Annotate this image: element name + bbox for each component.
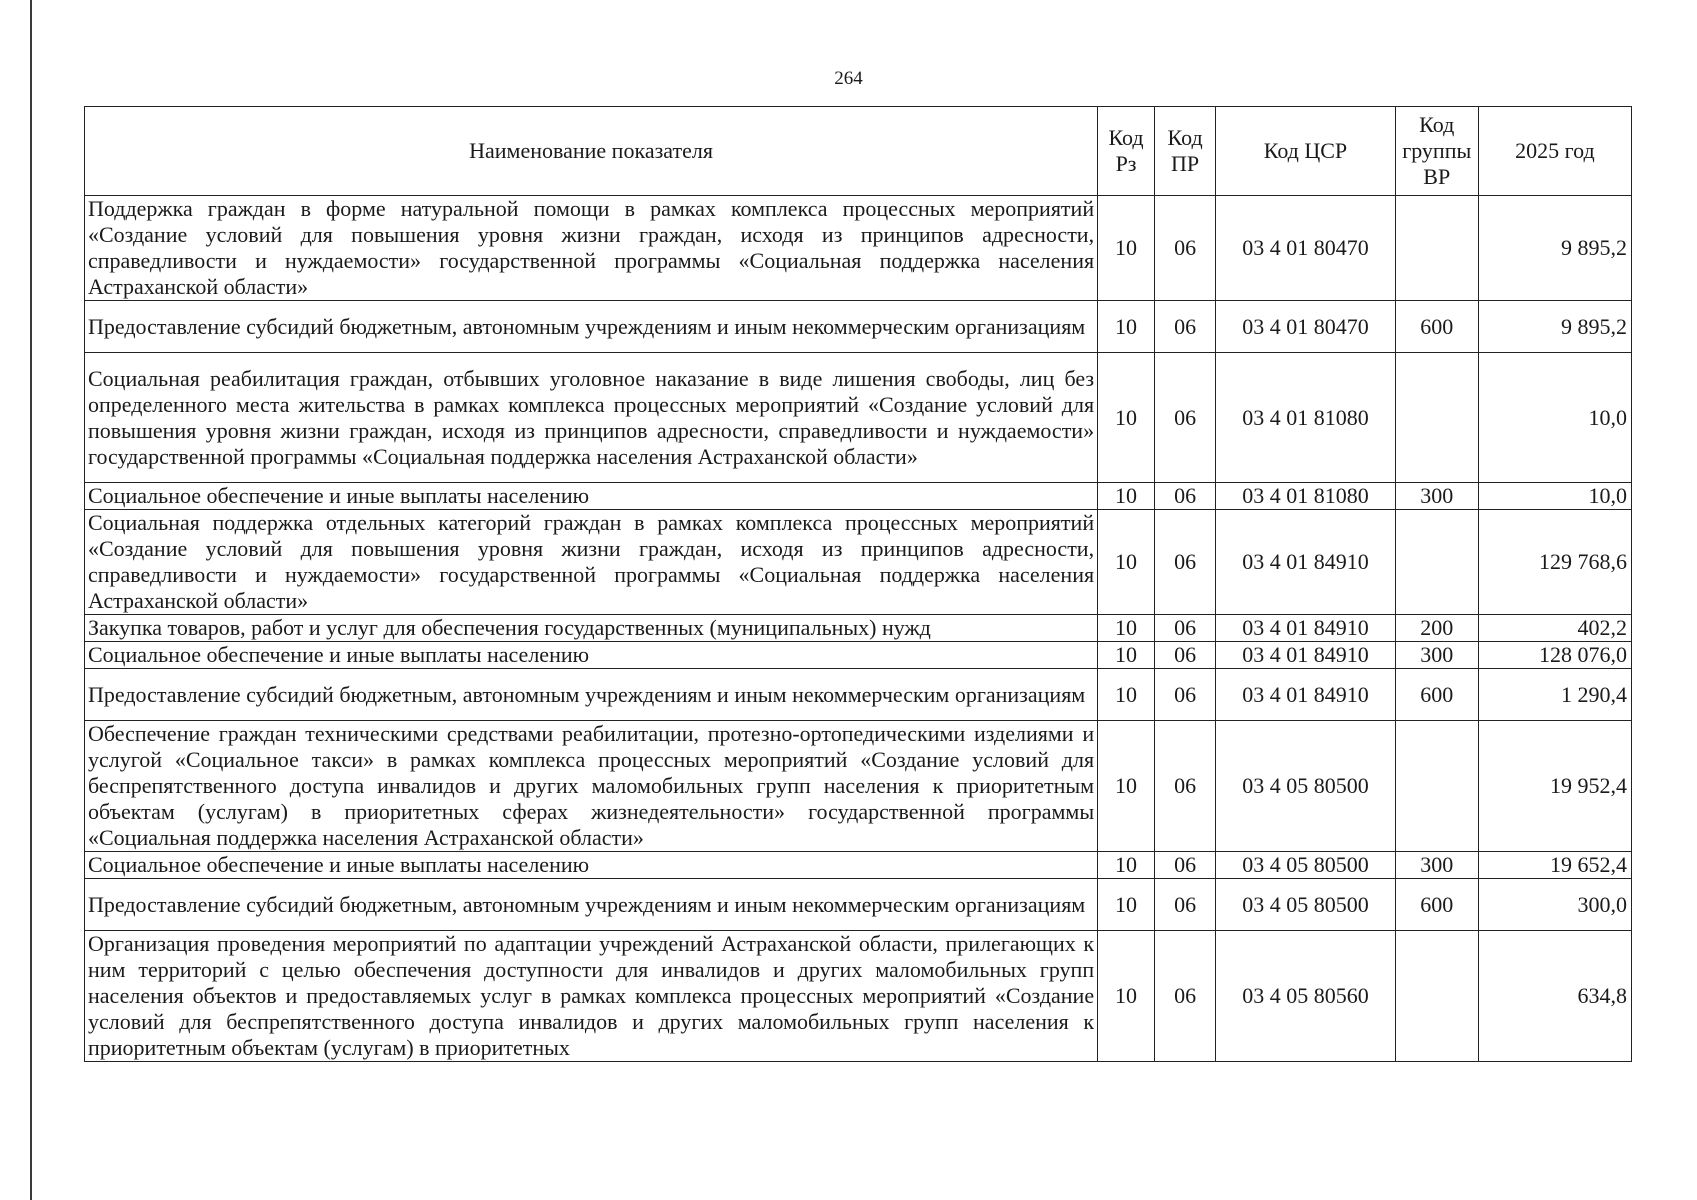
row-csr: 03 4 01 81080 — [1216, 353, 1395, 483]
row-pr: 06 — [1154, 510, 1215, 615]
row-vr: 200 — [1395, 615, 1478, 642]
row-value: 19 652,4 — [1478, 852, 1631, 879]
table-row — [85, 301, 1632, 353]
table-row — [85, 510, 1632, 615]
table-row — [85, 721, 1632, 852]
row-rz: 10 — [1098, 879, 1155, 931]
row-rz: 10 — [1098, 721, 1155, 852]
row-name: Социальное обеспечение и иные выплаты населению — [85, 483, 1098, 510]
row-value: 1 290,4 — [1478, 669, 1631, 721]
table-row — [85, 879, 1632, 931]
row-csr: 03 4 05 80500 — [1216, 879, 1395, 931]
header-csr: Код ЦСР — [1216, 107, 1395, 196]
header-name: Наименование показателя — [85, 107, 1098, 196]
row-vr — [1395, 353, 1478, 483]
row-vr — [1395, 931, 1478, 1062]
row-value: 402,2 — [1478, 615, 1631, 642]
table-row — [85, 353, 1632, 483]
header-vr: Код группы ВР — [1395, 107, 1478, 196]
row-value: 634,8 — [1478, 931, 1631, 1062]
row-pr: 06 — [1154, 353, 1215, 483]
table-row — [85, 483, 1632, 510]
page-number: 264 — [834, 68, 863, 89]
row-rz: 10 — [1098, 353, 1155, 483]
row-value: 10,0 — [1478, 353, 1631, 483]
row-csr: 03 4 01 84910 — [1216, 669, 1395, 721]
table-row — [85, 852, 1632, 879]
header-year: 2025 год — [1478, 107, 1631, 196]
row-name: Социальное обеспечение и иные выплаты населению — [85, 852, 1098, 879]
row-value: 19 952,4 — [1478, 721, 1631, 852]
row-pr: 06 — [1154, 301, 1215, 353]
row-pr: 06 — [1154, 721, 1215, 852]
row-vr: 300 — [1395, 642, 1478, 669]
header-rz: Код Рз — [1098, 107, 1155, 196]
row-vr: 600 — [1395, 879, 1478, 931]
row-rz: 10 — [1098, 615, 1155, 642]
page-margin-line — [30, 0, 32, 1200]
row-rz: 10 — [1098, 852, 1155, 879]
row-vr: 300 — [1395, 852, 1478, 879]
row-value: 9 895,2 — [1478, 301, 1631, 353]
row-rz: 10 — [1098, 931, 1155, 1062]
row-csr: 03 4 01 81080 — [1216, 483, 1395, 510]
row-value: 128 076,0 — [1478, 642, 1631, 669]
row-csr: 03 4 01 80470 — [1216, 301, 1395, 353]
row-csr: 03 4 05 80500 — [1216, 852, 1395, 879]
row-rz: 10 — [1098, 642, 1155, 669]
table-row — [85, 669, 1632, 721]
row-csr: 03 4 01 80470 — [1216, 196, 1395, 301]
row-vr: 600 — [1395, 301, 1478, 353]
budget-table — [84, 106, 1632, 1062]
row-name: Предоставление субсидий бюджетным, автономным учреждениям и иным некоммерческим организациям — [85, 301, 1098, 353]
row-name: Предоставление субсидий бюджетным, автономным учреждениям и иным некоммерческим организациям — [85, 669, 1098, 721]
row-value: 10,0 — [1478, 483, 1631, 510]
row-pr: 06 — [1154, 483, 1215, 510]
row-rz: 10 — [1098, 510, 1155, 615]
row-pr: 06 — [1154, 879, 1215, 931]
table-row — [85, 615, 1632, 642]
row-csr: 03 4 05 80500 — [1216, 721, 1395, 852]
row-pr: 06 — [1154, 931, 1215, 1062]
table-row — [85, 196, 1632, 301]
row-value: 129 768,6 — [1478, 510, 1631, 615]
row-value: 9 895,2 — [1478, 196, 1631, 301]
row-csr: 03 4 05 80560 — [1216, 931, 1395, 1062]
row-name: Обеспечение граждан техническими средствами реабилитации, протезно-ортопедическими изделиями и услугой «Социальное такси» в рамках комплекса процессных мероприятий «Создание условий для беспрепятственного доступа инвалидов и других маломобильных групп населения к приоритетным объектам (услугам) в приоритетных сферах жизнедеятельности» государственной программы «Социальная поддержка населения Астраханской области» — [85, 721, 1098, 852]
row-vr: 600 — [1395, 669, 1478, 721]
row-value: 300,0 — [1478, 879, 1631, 931]
row-rz: 10 — [1098, 196, 1155, 301]
row-pr: 06 — [1154, 615, 1215, 642]
row-csr: 03 4 01 84910 — [1216, 642, 1395, 669]
row-vr — [1395, 196, 1478, 301]
row-name: Социальное обеспечение и иные выплаты населению — [85, 642, 1098, 669]
row-name: Поддержка граждан в форме натуральной помощи в рамках комплекса процессных мероприятий «Создание условий для повышения уровня жизни граждан, исходя из принципов адресности, справедливости и нуждаемости» государственной программы «Социальная поддержка населения Астраханской области» — [85, 196, 1098, 301]
row-csr: 03 4 01 84910 — [1216, 510, 1395, 615]
table-header-row — [85, 107, 1632, 196]
row-pr: 06 — [1154, 669, 1215, 721]
row-name: Закупка товаров, работ и услуг для обеспечения государственных (муниципальных) нужд — [85, 615, 1098, 642]
row-vr — [1395, 721, 1478, 852]
row-name: Социальная реабилитация граждан, отбывших уголовное наказание в виде лишения свободы, лиц без определенного места жительства в рамках комплекса процессных мероприятий «Создание условий для повышения уровня жизни граждан, исходя из принципов адресности, справедливости и нуждаемости» государственной программы «Социальная поддержка населения Астраханской области» — [85, 353, 1098, 483]
row-csr: 03 4 01 84910 — [1216, 615, 1395, 642]
row-pr: 06 — [1154, 196, 1215, 301]
row-rz: 10 — [1098, 669, 1155, 721]
row-pr: 06 — [1154, 642, 1215, 669]
table-row — [85, 642, 1632, 669]
row-vr: 300 — [1395, 483, 1478, 510]
row-name: Организация проведения мероприятий по адаптации учреждений Астраханской области, прилегающих к ним территорий с целью обеспечения доступности для инвалидов и других маломобильных групп населения объектов и предоставляемых услуг в рамках комплекса процессных мероприятий «Создание условий для беспрепятственного доступа инвалидов и других маломобильных групп населения к приоритетным объектам (услугам) в приоритетных — [85, 931, 1098, 1062]
header-pr: Код ПР — [1154, 107, 1215, 196]
row-name: Социальная поддержка отдельных категорий граждан в рамках комплекса процессных мероприятий «Создание условий для повышения уровня жизни граждан, исходя из принципов адресности, справедливости и нуждаемости» государственной программы «Социальная поддержка населения Астраханской области» — [85, 510, 1098, 615]
row-rz: 10 — [1098, 483, 1155, 510]
row-rz: 10 — [1098, 301, 1155, 353]
row-vr — [1395, 510, 1478, 615]
row-name: Предоставление субсидий бюджетным, автономным учреждениям и иным некоммерческим организациям — [85, 879, 1098, 931]
table-row — [85, 931, 1632, 1062]
row-pr: 06 — [1154, 852, 1215, 879]
